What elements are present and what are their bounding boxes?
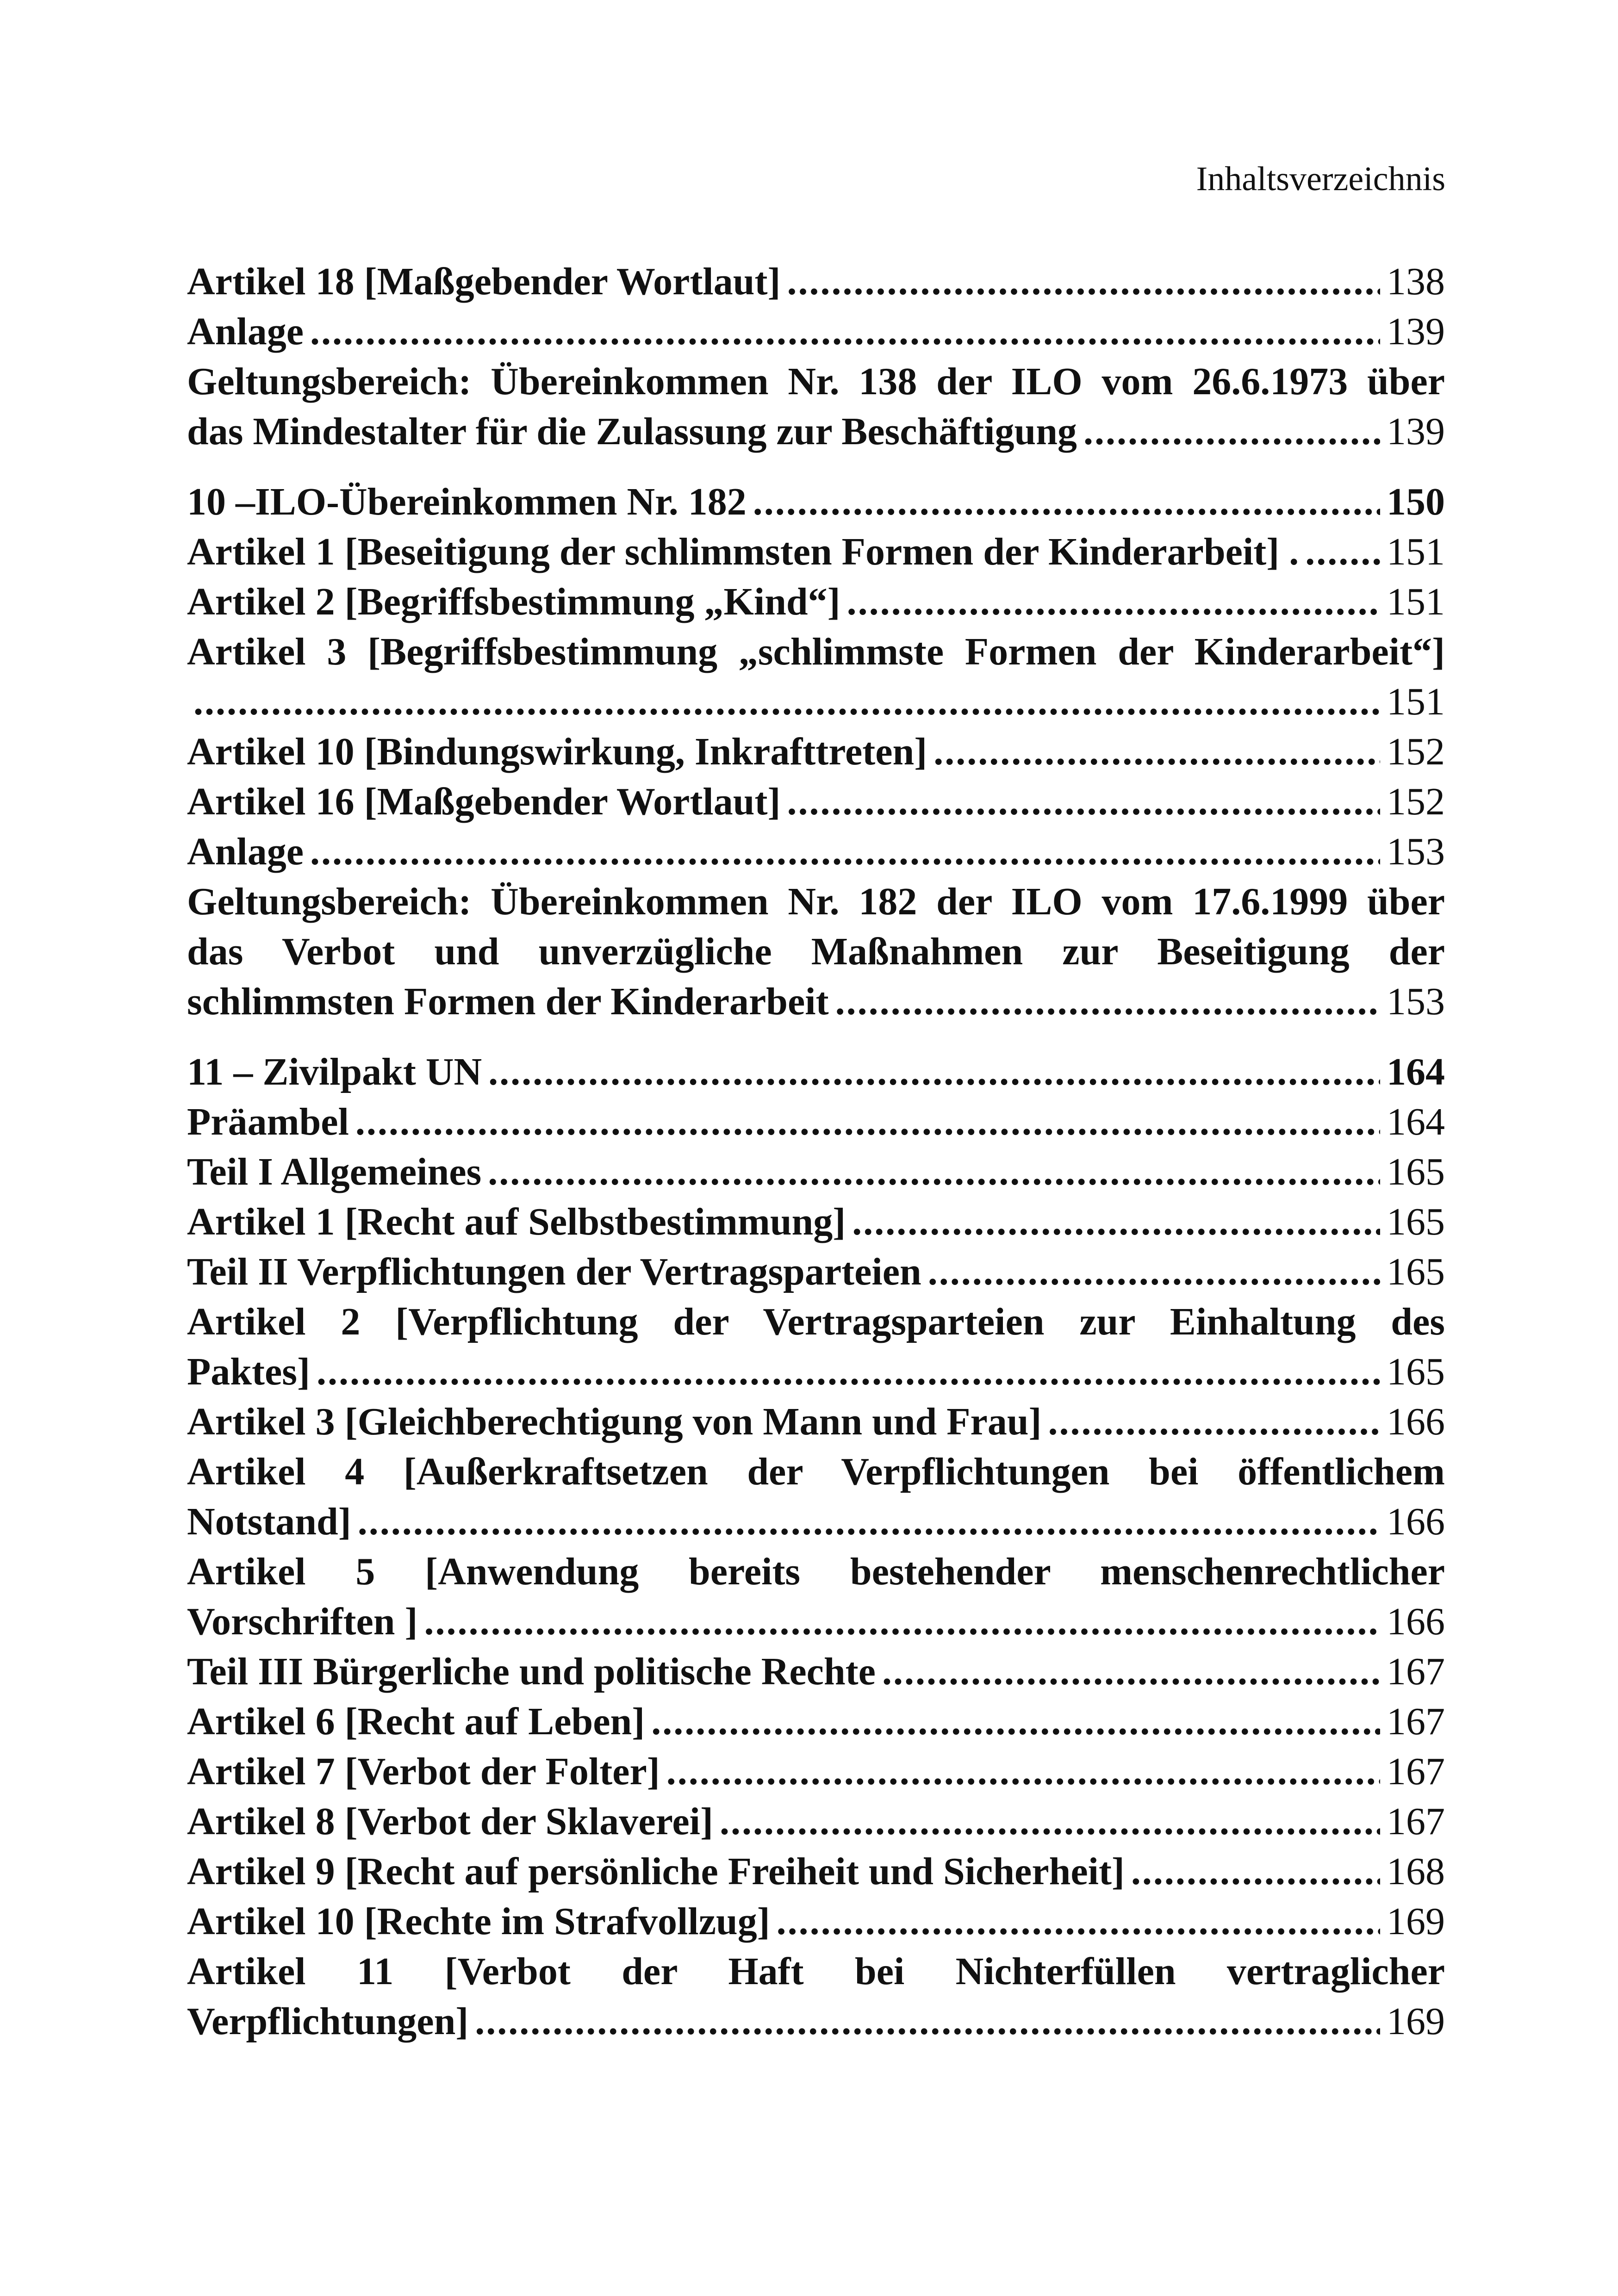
toc-page-number: 150 — [1387, 480, 1445, 523]
dot-leader — [777, 1897, 1380, 1947]
toc-entry[interactable] — [187, 1647, 1445, 1697]
dot-leader — [358, 1497, 1380, 1547]
toc-entry[interactable] — [187, 307, 1445, 357]
toc-entry-line — [187, 1397, 1445, 1447]
toc-entry-title: Verpflichtungen] — [187, 2000, 469, 2043]
toc-entry[interactable] — [187, 1097, 1445, 1147]
toc-page-number: 152 — [1387, 780, 1445, 823]
toc-entry[interactable] — [187, 1847, 1445, 1897]
toc-entry-title-line: Artikel 5 [Anwendung bereits bestehender menschenrechtlicher — [187, 1550, 1445, 1593]
toc-entry[interactable] — [187, 577, 1445, 627]
toc-entry-title: Artikel 7 [Verbot der Folter] — [187, 1750, 660, 1793]
toc-entry[interactable] — [187, 1747, 1445, 1797]
toc-entry-title: Artikel 1 [Recht auf Selbstbestimmung] — [187, 1200, 846, 1243]
dot-leader — [488, 1147, 1380, 1197]
toc-entry-line — [187, 1597, 1445, 1647]
dot-leader — [835, 977, 1380, 1027]
dot-leader — [310, 307, 1380, 357]
toc-entry-line — [187, 257, 1445, 307]
toc-entry-line — [187, 1147, 1445, 1197]
toc-page-number: 165 — [1387, 1350, 1445, 1393]
toc-entry-line — [187, 1247, 1445, 1297]
toc-entry-title: Anlage — [187, 830, 304, 873]
toc-page-number: 168 — [1387, 1850, 1445, 1893]
dot-leader — [317, 1347, 1380, 1397]
toc-entry[interactable] — [187, 827, 1445, 877]
toc-page-number: 166 — [1387, 1500, 1445, 1543]
toc-page-number: 165 — [1387, 1150, 1445, 1193]
toc-page-number: 139 — [1387, 410, 1445, 453]
dot-leader — [787, 777, 1380, 827]
toc-entry-line — [187, 1497, 1445, 1547]
toc-entry[interactable] — [187, 1247, 1445, 1297]
toc-entry-title: Präambel — [187, 1100, 349, 1143]
toc-page-number: 165 — [1387, 1250, 1445, 1293]
toc-entry-title: Artikel 3 [Gleichberechtigung von Mann und Frau] — [187, 1400, 1042, 1443]
toc-page-number: 165 — [1387, 1200, 1445, 1243]
toc-page-number: 151 — [1387, 530, 1445, 573]
toc-page-number: 166 — [1387, 1600, 1445, 1643]
dot-leader — [1048, 1397, 1380, 1447]
toc-entry-line — [187, 677, 1445, 727]
dot-leader — [928, 1247, 1380, 1297]
toc-entry-title: Artikel 9 [Recht auf persönliche Freiheit und Sicherheit] — [187, 1850, 1125, 1893]
toc-entry[interactable] — [187, 877, 1445, 1027]
toc-page-number: 138 — [1387, 260, 1445, 303]
toc-page-number: 153 — [1387, 830, 1445, 873]
toc-entry[interactable] — [187, 627, 1445, 727]
toc-entry[interactable] — [187, 777, 1445, 827]
toc-entry-line — [187, 307, 1445, 357]
toc-entry-title-line: Artikel 4 [Außerkraftsetzen der Verpflichtungen bei öffentlichem — [187, 1450, 1445, 1493]
toc-page-number: 169 — [1387, 1900, 1445, 1943]
toc-entry[interactable] — [187, 1897, 1445, 1947]
table-of-contents — [187, 257, 1445, 2047]
toc-page-number: 164 — [1387, 1100, 1445, 1143]
toc-entry-title: Teil II Verpflichtungen der Vertragsparteien — [187, 1250, 921, 1293]
toc-entry-line — [187, 1697, 1445, 1747]
toc-entry-line — [187, 407, 1445, 457]
toc-entry-title: Artikel 16 [Maßgebender Wortlaut] — [187, 780, 781, 823]
toc-entry-title-line: Artikel 3 [Begriffsbestimmung „schlimmste Formen der Kinderarbeit“] — [187, 630, 1445, 673]
toc-entry[interactable] — [187, 1197, 1445, 1247]
toc-entry-title: Artikel 6 [Recht auf Leben] — [187, 1700, 645, 1743]
toc-page-number: 169 — [1387, 2000, 1445, 2043]
toc-chapter-entry[interactable] — [187, 477, 1445, 527]
dot-leader — [720, 1797, 1380, 1847]
toc-entry[interactable] — [187, 1397, 1445, 1447]
toc-entry-title-line: das Verbot und unverzügliche Maßnahmen zur Beseitigung der — [187, 930, 1445, 973]
dot-leader — [753, 477, 1380, 527]
dot-leader — [193, 677, 1380, 727]
toc-entry-title-line: Geltungsbereich: Übereinkommen Nr. 182 der ILO vom 17.6.1999 über — [187, 880, 1445, 923]
toc-entry-line — [187, 577, 1445, 627]
dot-leader — [852, 1197, 1380, 1247]
toc-entry[interactable] — [187, 1547, 1445, 1647]
dot-leader — [475, 1997, 1380, 2047]
dot-leader — [1131, 1847, 1380, 1897]
toc-page-number: 151 — [1387, 680, 1445, 723]
toc-page-number: 152 — [1387, 730, 1445, 773]
toc-entry-line — [187, 1997, 1445, 2047]
toc-entry-title: Artikel 10 [Rechte im Strafvollzug] — [187, 1900, 770, 1943]
toc-entry-title: Paktes] — [187, 1350, 310, 1393]
toc-entry-title: Teil I Allgemeines — [187, 1150, 482, 1193]
toc-entry-line — [187, 1647, 1445, 1697]
running-header: Inhaltsverzeichnis — [1196, 160, 1445, 198]
dot-leader — [666, 1747, 1380, 1797]
toc-entry-title: Artikel 18 [Maßgebender Wortlaut] — [187, 260, 781, 303]
toc-entry-title: das Mindestalter für die Zulassung zur Beschäftigung — [187, 410, 1077, 453]
toc-entry[interactable] — [187, 1447, 1445, 1547]
toc-page-number: 153 — [1387, 980, 1445, 1023]
toc-entry-title: 10 –ILO-Übereinkommen Nr. 182 — [187, 480, 747, 523]
toc-entry-title: schlimmsten Formen der Kinderarbeit — [187, 980, 829, 1023]
dot-leader — [882, 1647, 1380, 1697]
toc-entry-title: Notstand] — [187, 1500, 351, 1543]
toc-entry-title-line: Artikel 11 [Verbot der Haft bei Nichterfüllen vertraglicher — [187, 1950, 1445, 1993]
toc-entry-line — [187, 1897, 1445, 1947]
toc-entry[interactable] — [187, 1947, 1445, 2047]
toc-page-number: 166 — [1387, 1400, 1445, 1443]
toc-entry-line — [187, 1097, 1445, 1147]
dot-leader — [933, 727, 1380, 777]
toc-page-number: 164 — [1387, 1050, 1445, 1093]
toc-page-number: 167 — [1387, 1700, 1445, 1743]
toc-entry[interactable] — [187, 1697, 1445, 1747]
toc-entry[interactable] — [187, 527, 1445, 577]
toc-entry[interactable] — [187, 357, 1445, 457]
toc-page-number: 139 — [1387, 310, 1445, 353]
dot-leader — [424, 1597, 1380, 1647]
dot-leader — [1083, 407, 1380, 457]
toc-entry-line — [187, 477, 1445, 527]
toc-entry-title-line: Artikel 2 [Verpflichtung der Vertragsparteien zur Einhaltung des — [187, 1300, 1445, 1343]
toc-entry-title: Vorschriften ] — [187, 1600, 418, 1643]
dot-leader — [651, 1697, 1380, 1747]
toc-entry-line — [187, 727, 1445, 777]
toc-page-number: 167 — [1387, 1800, 1445, 1843]
toc-entry-line — [187, 1047, 1445, 1097]
toc-entry-title: Artikel 1 [Beseitigung der schlimmsten Formen der Kinderarbeit] . — [187, 530, 1299, 573]
toc-entry-line — [187, 527, 1445, 577]
toc-entry-line — [187, 777, 1445, 827]
toc-entry-title: Artikel 10 [Bindungswirkung, Inkrafttreten] — [187, 730, 927, 773]
toc-page-number: 167 — [1387, 1650, 1445, 1693]
toc-entry-title-line: Geltungsbereich: Übereinkommen Nr. 138 der ILO vom 26.6.1973 über — [187, 360, 1445, 403]
dot-leader — [355, 1097, 1380, 1147]
toc-entry-title: Artikel 2 [Begriffsbestimmung „Kind“] — [187, 580, 840, 623]
toc-entry-title: Teil III Bürgerliche und politische Rechte — [187, 1650, 876, 1693]
dot-leader — [787, 257, 1380, 307]
toc-entry[interactable] — [187, 1797, 1445, 1847]
toc-entry[interactable] — [187, 727, 1445, 777]
toc-entry-title: Artikel 8 [Verbot der Sklaverei] — [187, 1800, 713, 1843]
toc-entry-title: 11 – Zivilpakt UN — [187, 1050, 482, 1093]
toc-entry-line — [187, 827, 1445, 877]
dot-leader — [1305, 527, 1380, 577]
dot-leader — [847, 577, 1380, 627]
toc-entry[interactable] — [187, 1147, 1445, 1197]
toc-entry-line — [187, 1197, 1445, 1247]
toc-page-number: 167 — [1387, 1750, 1445, 1793]
toc-entry-line — [187, 1347, 1445, 1397]
toc-entry-line — [187, 1797, 1445, 1847]
toc-entry-line — [187, 1747, 1445, 1797]
toc-entry-line — [187, 1847, 1445, 1897]
toc-entry-title: Anlage — [187, 310, 304, 353]
toc-page-number: 151 — [1387, 580, 1445, 623]
dot-leader — [310, 827, 1380, 877]
dot-leader — [488, 1047, 1380, 1097]
toc-entry[interactable] — [187, 257, 1445, 307]
toc-entry[interactable] — [187, 1297, 1445, 1397]
toc-entry-line — [187, 977, 1445, 1027]
toc-chapter-entry[interactable] — [187, 1047, 1445, 1097]
